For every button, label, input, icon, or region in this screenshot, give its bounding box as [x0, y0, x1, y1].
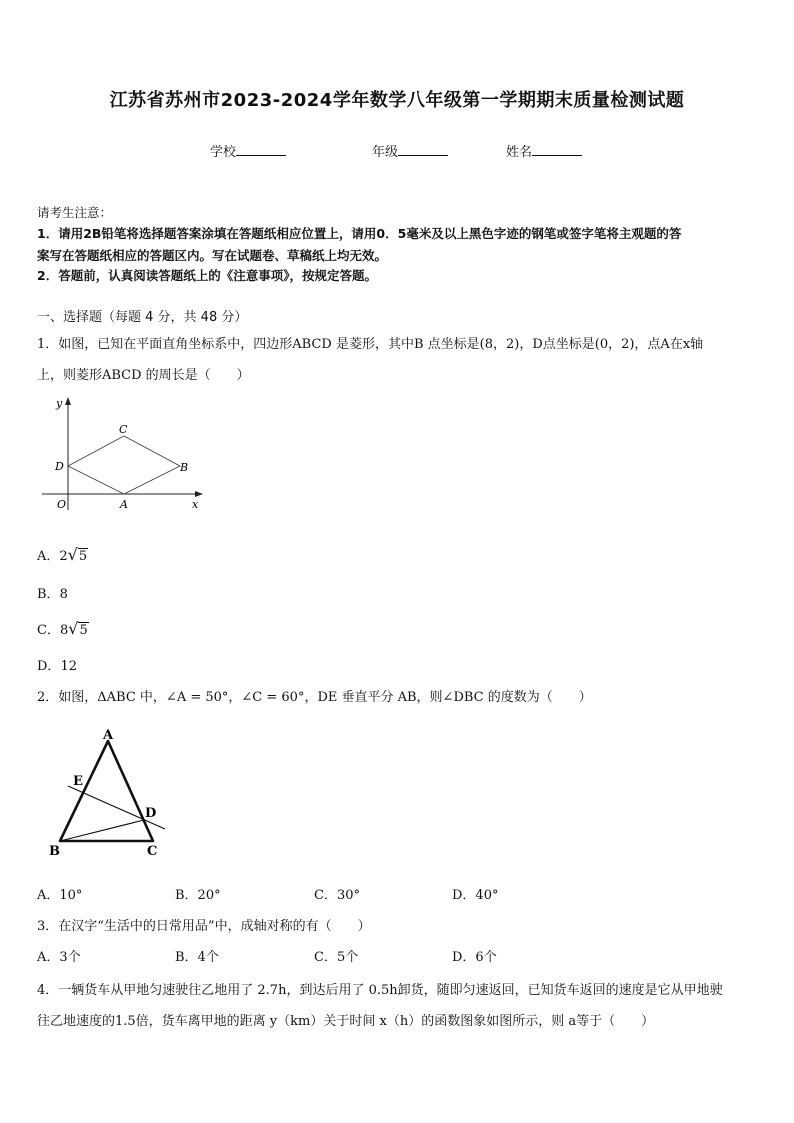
sqrt-symbol: √5: [68, 619, 88, 638]
question-2-line: 2．如图，ΔABC 中，∠A = 50°，∠C = 60°，DE 垂直平分 AB，则∠DBC 的度数为（ ）: [37, 690, 592, 705]
section-heading: 一、选择题（每题 4 分，共 48 分）: [37, 310, 248, 325]
label-a: A: [103, 728, 114, 743]
school-blank[interactable]: [236, 143, 286, 156]
note-line: 2．答题前，认真阅读答题纸上的《注意事项》，按规定答题。: [37, 268, 377, 283]
option-letter: D．: [37, 659, 61, 674]
grade-blank[interactable]: [398, 143, 448, 156]
q1-option-b[interactable]: [37, 583, 68, 602]
label-d: D: [145, 806, 157, 821]
q2-option-a[interactable]: A．10°: [37, 888, 83, 903]
label-c: C: [119, 423, 128, 436]
notes-heading: 请考生注意：: [37, 205, 113, 220]
option-coefficient: 2: [59, 549, 68, 564]
q1-option-d[interactable]: [37, 655, 77, 674]
rhombus-coordinate-figure: [34, 392, 214, 514]
question-4-line: 往乙地速度的1.5倍，货车离甲地的距离 y（km）关于时间 x（h）的函数图象如图所示，则 a等于（ ）: [37, 1014, 655, 1029]
label-x: x: [192, 498, 199, 511]
option-letter: C．: [37, 623, 60, 638]
question-1-line: 上，则菱形ABCD 的周长是（ ）: [37, 368, 250, 383]
label-c: C: [147, 844, 158, 859]
note-line: 案写在答题纸相应的答题区内。写在试题卷、草稿纸上均无效。: [37, 248, 388, 263]
q2-option-b[interactable]: B．20°: [175, 888, 221, 903]
q1-option-c[interactable]: [37, 619, 89, 638]
exam-title: 江苏省苏州市2023-2024学年数学八年级第一学期期末质量检测试题: [109, 90, 685, 111]
option-letter: A．: [37, 549, 60, 564]
name-field: [506, 141, 582, 160]
name-blank[interactable]: [532, 143, 582, 156]
segment-bd: [60, 820, 144, 841]
q3-option-d[interactable]: D．6个: [452, 950, 497, 965]
q3-option-b[interactable]: B．4个: [175, 950, 219, 965]
question-1-line: 1．如图，已知在平面直角坐标系中，四边形ABCD 是菱形，其中B 点坐标是(8，2)，D点坐标是(0，2)，点A在x轴: [37, 337, 704, 352]
student-info-fields: [0, 141, 794, 161]
question-3-line: 3．在汉字“生活中的日常用品”中，成轴对称的有（ ）: [37, 919, 371, 934]
q1-option-a[interactable]: [37, 545, 88, 564]
label-y: y: [56, 397, 63, 410]
q2-option-d[interactable]: D．40°: [452, 888, 499, 903]
label-a: A: [120, 498, 128, 511]
grade-label: 年级: [372, 145, 399, 160]
sqrt-symbol: √5: [67, 545, 88, 564]
note-line: 1．请用2B铅笔将选择题答案涂填在答题纸相应位置上，请用0．5毫米及以上黑色字迹的钢笔或签字笔将主观题的答: [37, 226, 682, 241]
y-axis-arrow: [65, 397, 71, 405]
name-label: 姓名: [506, 145, 533, 160]
q2-option-c[interactable]: C．30°: [314, 888, 360, 903]
triangle-figure: [44, 724, 174, 860]
option-text: 12: [60, 659, 77, 674]
option-letter: B．: [37, 587, 60, 602]
q3-option-c[interactable]: C．5个: [314, 950, 359, 965]
x-axis-arrow: [195, 491, 203, 497]
school-field: [210, 141, 286, 160]
school-label: 学校: [210, 145, 237, 160]
label-d: D: [55, 460, 64, 473]
triangle-abc: [60, 741, 153, 841]
option-coefficient: 8: [59, 623, 69, 638]
option-radicand: 5: [78, 549, 88, 564]
label-o: O: [57, 498, 67, 511]
label-b: B: [49, 844, 60, 859]
option-radicand: 5: [79, 623, 88, 638]
q3-option-a[interactable]: A．3个: [37, 950, 81, 965]
option-text: 8: [59, 587, 68, 602]
grade-field: [372, 141, 448, 160]
label-b: B: [180, 461, 189, 474]
rhombus-abcd: [68, 436, 180, 494]
label-e: E: [73, 774, 83, 789]
question-4-line: 4．一辆货车从甲地匀速驶往乙地用了 2.7h，到达后用了 0.5h卸货，随即匀速返回，已知货车返回的速度是它从甲地驶: [37, 983, 723, 998]
